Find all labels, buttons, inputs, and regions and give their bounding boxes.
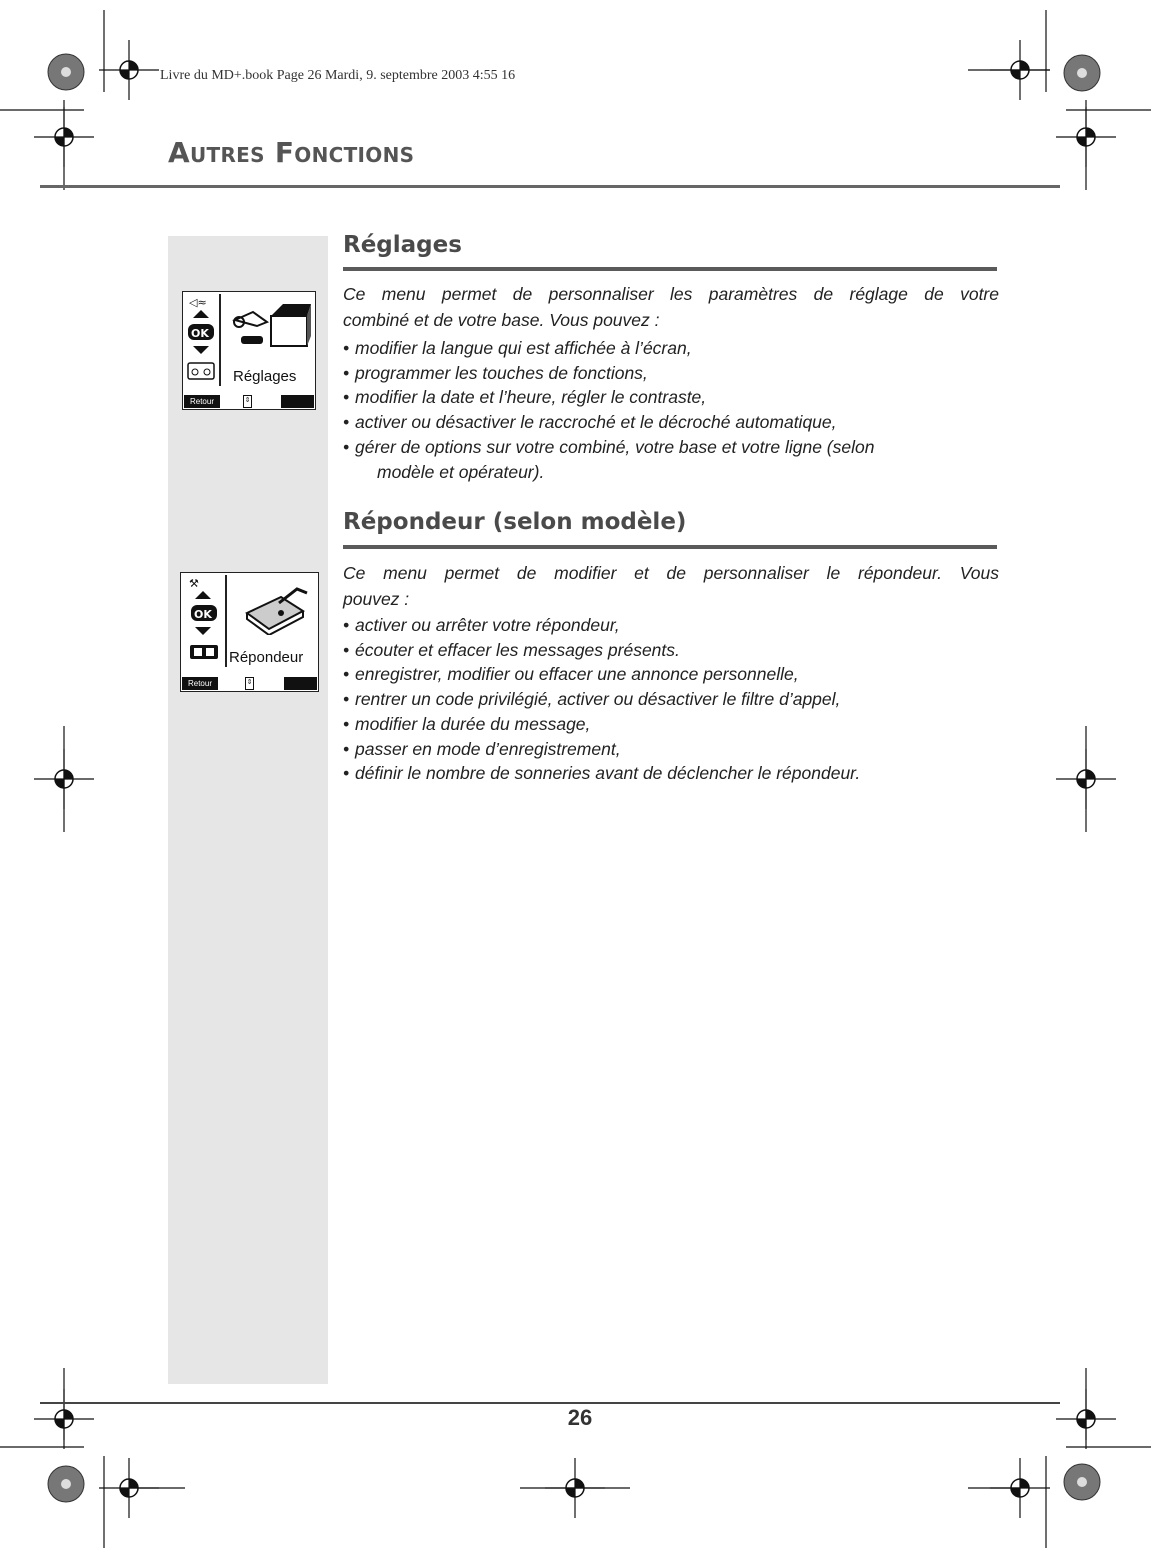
softkey-right bbox=[284, 677, 317, 690]
screen-label: Réglages bbox=[233, 368, 297, 385]
section-intro bbox=[343, 281, 999, 333]
list-item: • modifier la langue qui est affichée à l’écran, bbox=[343, 336, 1003, 361]
title-rule bbox=[40, 185, 1060, 188]
list-item bbox=[343, 435, 1003, 484]
menu-nav-icons bbox=[185, 575, 223, 671]
updown-indicator: ⇕ bbox=[243, 395, 252, 408]
screen-divider bbox=[219, 294, 221, 386]
softkey-retour: Retour bbox=[184, 395, 220, 408]
phone-screen-reglages bbox=[182, 291, 316, 410]
list-item: • définir le nombre de sonneries avant de déclencher le répondeur. bbox=[343, 761, 1003, 786]
footer-rule bbox=[40, 1402, 1060, 1404]
section-title-repondeur: Répondeur (selon modèle) bbox=[343, 509, 687, 535]
updown-indicator: ⇕ bbox=[245, 677, 254, 690]
softkey-right bbox=[281, 395, 314, 408]
intro-line: Ce menu permet de modifier et de personnaliser le répondeur. Vous bbox=[343, 563, 999, 583]
svg-text:OK: OK bbox=[191, 327, 209, 340]
list-item-continuation: modèle et opérateur). bbox=[377, 461, 545, 482]
settings-tools-icon bbox=[231, 296, 313, 358]
section-rule bbox=[343, 267, 997, 271]
section-rule bbox=[343, 545, 997, 549]
list-item-text: gérer de options sur votre combiné, votre base et votre ligne (selon bbox=[355, 436, 875, 457]
menu-nav-icons bbox=[185, 294, 219, 390]
list-item: • modifier la durée du message, bbox=[343, 712, 1003, 737]
screen-divider bbox=[225, 575, 227, 667]
list-item: • modifier la date et l’heure, régler le contraste, bbox=[343, 385, 1003, 410]
list-item: • activer ou arrêter votre répondeur, bbox=[343, 613, 1003, 638]
phone-screen-repondeur bbox=[180, 572, 319, 692]
intro-line: combiné et de votre base. Vous pouvez : bbox=[343, 310, 660, 330]
list-item: • enregistrer, modifier ou effacer une annonce personnelle, bbox=[343, 662, 1003, 687]
bullet-list-repondeur bbox=[343, 613, 1003, 786]
answering-machine-icon bbox=[241, 583, 313, 635]
section-intro bbox=[343, 560, 999, 612]
book-meta: Livre du MD+.book Page 26 Mardi, 9. septembre 2003 4:55 16 bbox=[160, 68, 516, 83]
page-number: 26 bbox=[567, 1405, 593, 1430]
list-item: • rentrer un code privilégié, activer ou désactiver le filtre d’appel, bbox=[343, 687, 1003, 712]
svg-text:⚒: ⚒ bbox=[189, 577, 199, 590]
intro-line: pouvez : bbox=[343, 589, 410, 609]
intro-line: Ce menu permet de personnaliser les paramètres de réglage de votre bbox=[343, 284, 999, 304]
screen-label: Répondeur bbox=[229, 649, 304, 666]
list-item: • programmer les touches de fonctions, bbox=[343, 361, 1003, 386]
bullet-list-reglages bbox=[343, 336, 1003, 484]
page-title: Autres Fonctions bbox=[168, 136, 415, 169]
list-item: • activer ou désactiver le raccroché et le décroché automatique, bbox=[343, 410, 1003, 435]
svg-text:OK: OK bbox=[194, 608, 212, 621]
svg-text:◁≈: ◁≈ bbox=[189, 296, 207, 309]
list-item: • écouter et effacer les messages présents. bbox=[343, 638, 1003, 663]
section-title-reglages: Réglages bbox=[343, 232, 462, 258]
softkey-retour: Retour bbox=[182, 677, 218, 690]
list-item: • passer en mode d’enregistrement, bbox=[343, 737, 1003, 762]
